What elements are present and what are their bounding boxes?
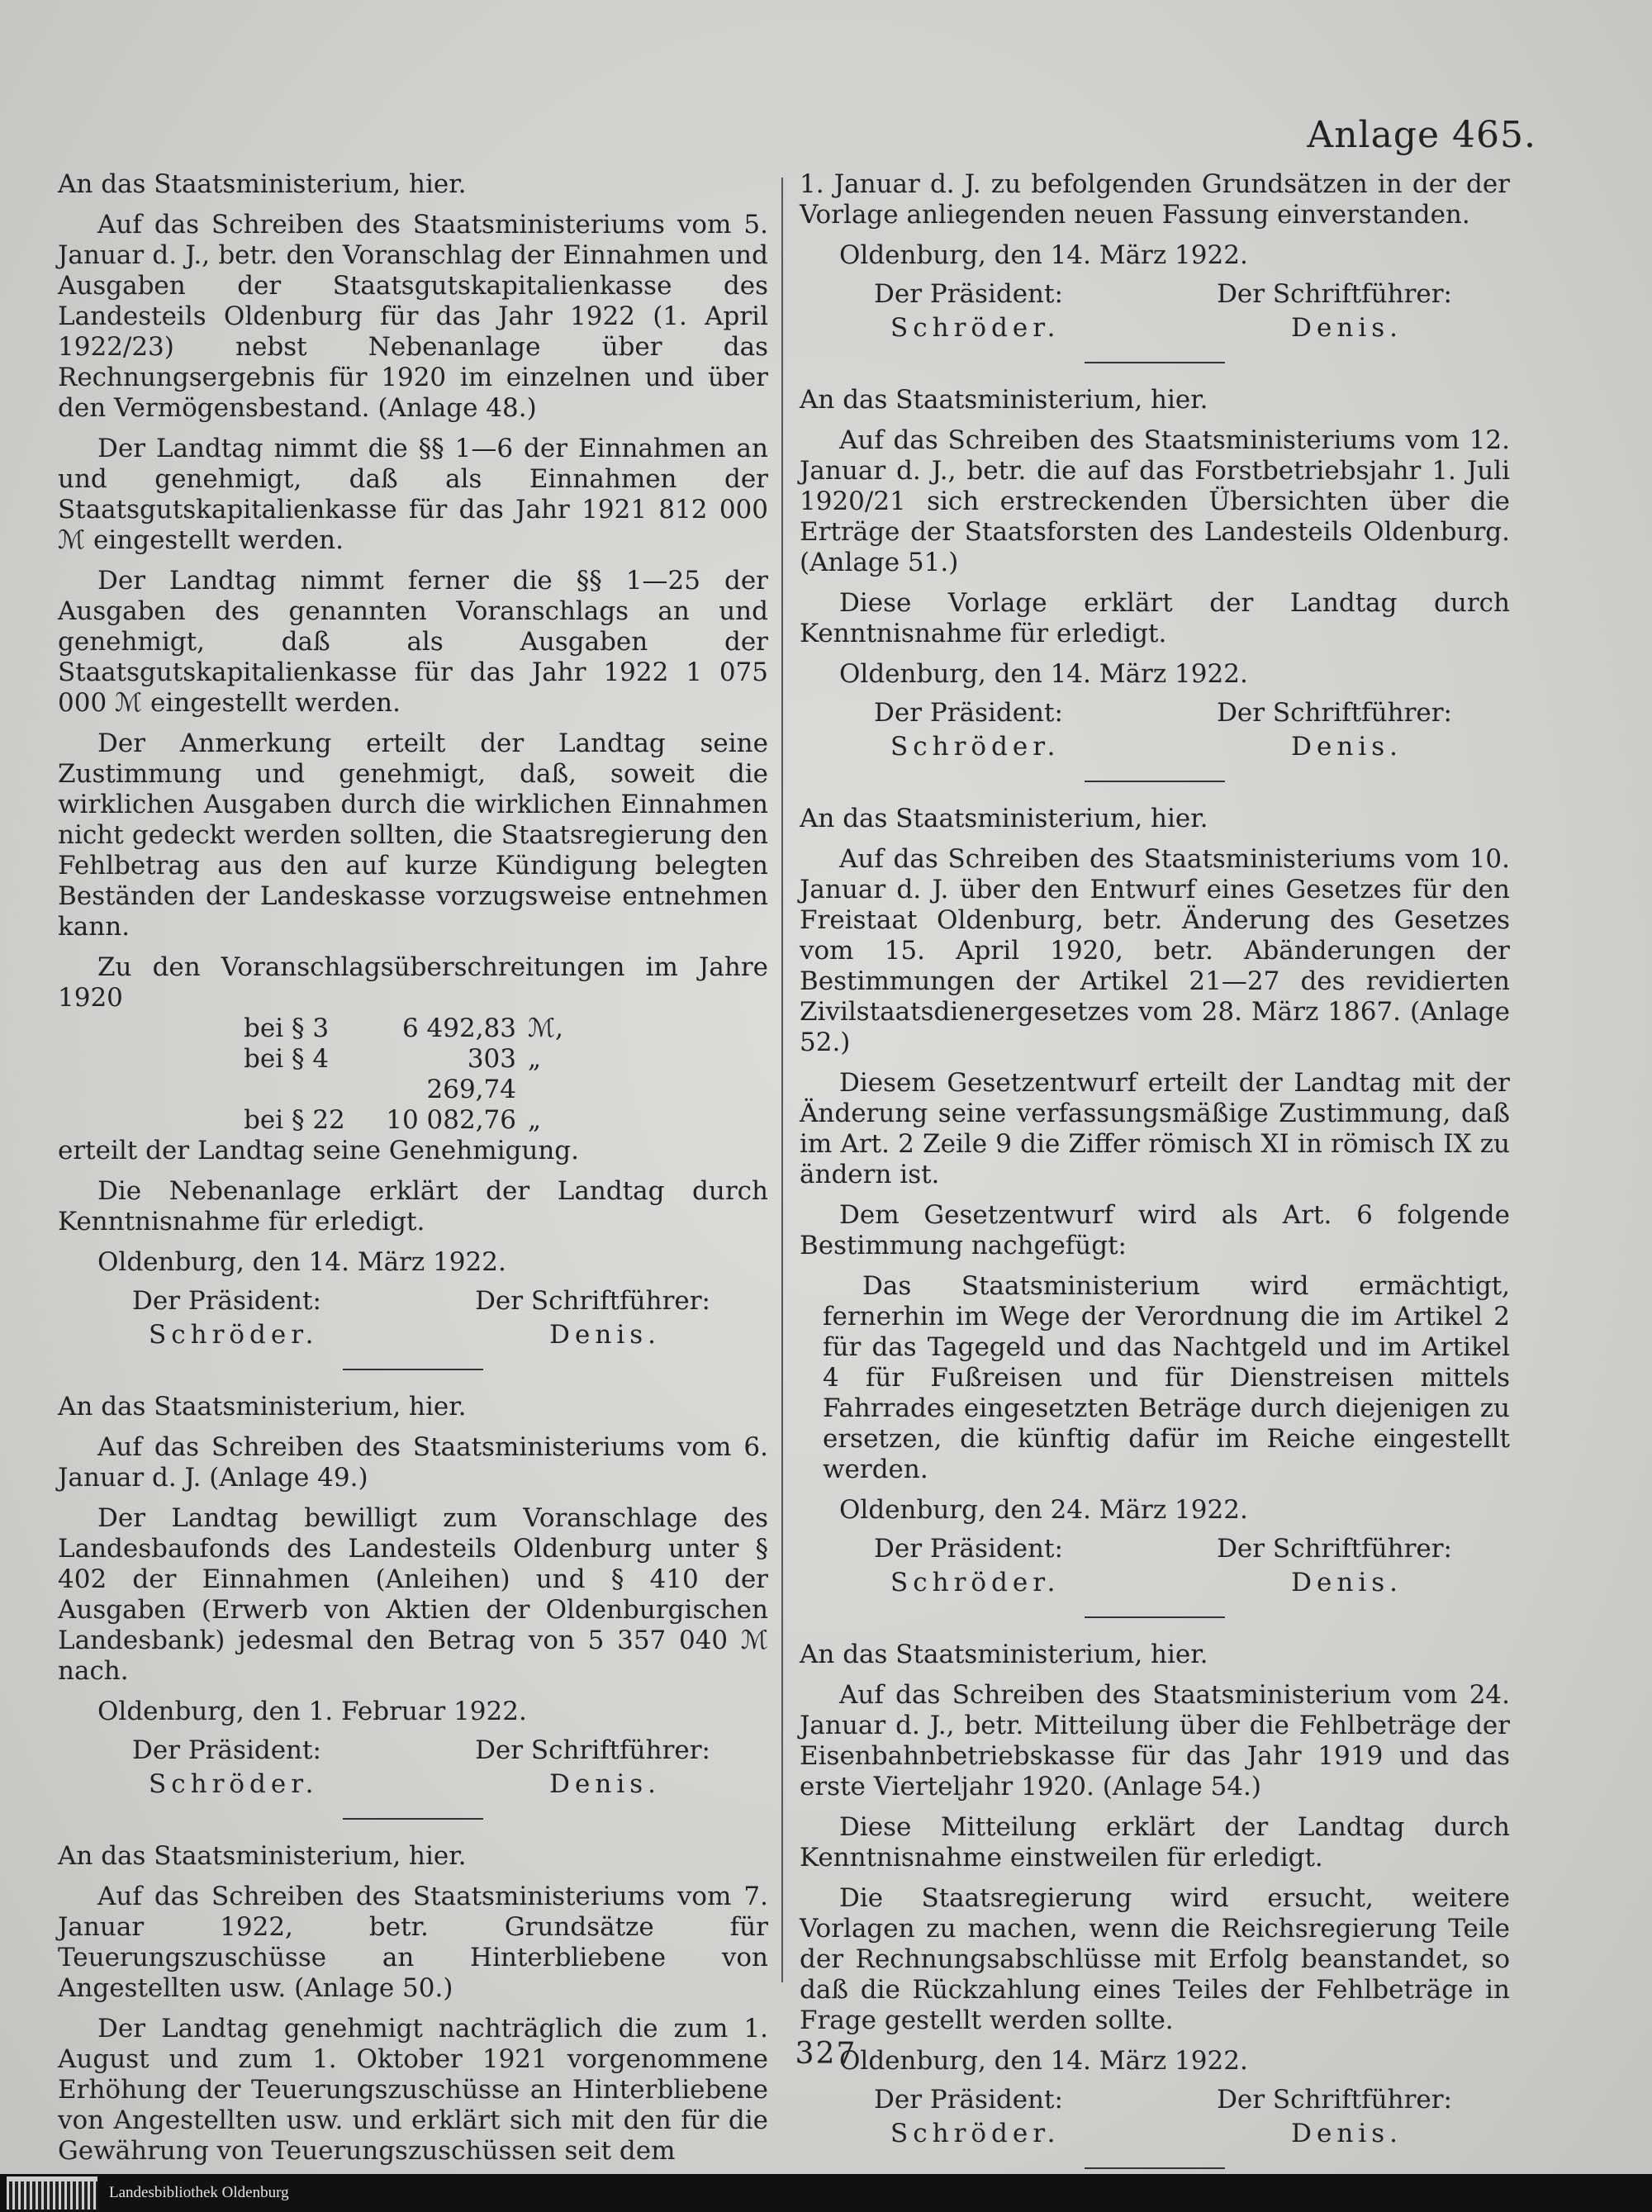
president-title: Der Präsident:: [132, 1735, 321, 1765]
paragraph: Der Landtag nimmt ferner die §§ 1—25 der Ausgaben des genannten Voranschlags an und genehmigt, daß als Ausgaben der Staatsgutskapitalienkasse für das Jahr 1922 1 075 000 ℳ eingestellt werden.: [58, 566, 768, 718]
right-column: [800, 169, 1510, 2191]
paragraph: Auf das Schreiben des Staatsministerium vom 24. Januar d. J., betr. Mitteilung über die Fehlbeträge der Eisenbahnbetriebskasse für das Jahr 1919 und das erste Vierteljahr 1920. (Anlage 54.): [800, 1680, 1510, 1801]
overrun-row: [58, 1013, 768, 1044]
secretary-name: Denis.: [1291, 2119, 1403, 2148]
resolution-block-51: [800, 385, 1510, 782]
secretary-title: Der Schriftführer:: [475, 1286, 710, 1316]
library-footer-bar: [0, 2174, 1652, 2212]
overrun-closing: erteilt der Landtag seine Genehmigung.: [58, 1136, 579, 1165]
paragraph: Die Nebenanlage erklärt der Landtag durch Kenntnisnahme für erledigt.: [58, 1176, 768, 1237]
page-header-title: Anlage 465.: [1307, 114, 1536, 156]
overrun-unit: „: [528, 1044, 542, 1074]
signature-names: [800, 1564, 1510, 1598]
overrun-label: bei § 4: [244, 1044, 330, 1074]
section-divider: [343, 1369, 483, 1370]
president-name: Schröder.: [890, 1568, 1061, 1597]
column-divider: [781, 178, 783, 1982]
signature-titles: [800, 698, 1510, 729]
overrun-table: [58, 952, 768, 1166]
resolution-block-48: [58, 169, 768, 1370]
paragraph: Auf das Schreiben des Staatsministeriums vom 7. Januar 1922, betr. Grundsätze für Teuerungszuschüsse an Hinterbliebene von Angestellten usw. (Anlage 50.): [58, 1882, 768, 2003]
overrun-amount: 6 492,83: [401, 1013, 516, 1043]
paragraph: Der Landtag genehmigt nachträglich die zum 1. August und zum 1. Oktober 1921 vorgenommene Erhöhung der Teuerungszuschüsse an Hinterbliebene von Angestellten usw. und erklärt sich mit den für die Gewährung von Teuerungszuschüssen seit dem: [58, 2014, 768, 2166]
signature-titles: [58, 1286, 768, 1317]
page-number: 327: [795, 2037, 857, 2071]
section-divider: [1085, 781, 1225, 782]
president-name: Schröder.: [149, 1769, 319, 1799]
signature-names: [58, 1766, 768, 1800]
overrun-label: bei § 22: [244, 1105, 345, 1135]
paragraph: 1. Januar d. J. zu befolgenden Grundsätzen in der der Vorlage anliegenden neuen Fassung einverstanden.: [800, 169, 1510, 230]
inserted-article-text: Das Staatsministerium wird ermächtigt, fernerhin im Wege der Verordnung die im Artikel 2 für das Tagegeld und das Nachtgeld und im Artikel 4 für Fußreisen und für Dienstreisen mittels Fahrrades eingesetzten Beträge durch diejenigen zu ersetzen, die künftig dafür im Reiche eingestellt werden.: [823, 1271, 1510, 1484]
signature-names: [58, 1317, 768, 1350]
secretary-name: Denis.: [1291, 1568, 1403, 1597]
overrun-intro: Zu den Voranschlagsüberschreitungen im Jahre 1920: [58, 952, 768, 1013]
overrun-amount: 303 269,74: [426, 1044, 516, 1104]
secretary-name: Denis.: [1291, 732, 1403, 762]
secretary-name: Denis.: [549, 1320, 661, 1350]
section-divider: [1085, 2167, 1225, 2169]
paragraph: Auf das Schreiben des Staatsministeriums vom 10. Januar d. J. über den Entwurf eines Gesetzes für den Freistaat Oldenburg, betr. Änderung des Gesetzes vom 15. April 1920, betr. Abänderungen der Bestimmungen der Artikel 21—27 des revidierten Zivilstaatsdienergesetzes vom 28. März 1867. (Anlage 52.): [800, 844, 1510, 1057]
resolution-block-54: [800, 1640, 1510, 2169]
resolution-block-50: [58, 1841, 768, 2167]
president-title: Der Präsident:: [874, 2085, 1063, 2115]
secretary-title: Der Schriftführer:: [1217, 698, 1452, 728]
addressee: An das Staatsministerium, hier.: [800, 804, 1208, 833]
president-name: Schröder.: [890, 2119, 1061, 2148]
left-column: [58, 169, 768, 2176]
overrun-row: [58, 1044, 768, 1105]
signature-titles: [58, 1735, 768, 1766]
president-name: Schröder.: [149, 1320, 319, 1350]
date-line: Oldenburg, den 14. März 1922.: [839, 2046, 1248, 2076]
overrun-unit: „: [528, 1105, 542, 1135]
secretary-title: Der Schriftführer:: [475, 1735, 710, 1765]
paragraph: Der Anmerkung erteilt der Landtag seine Zustimmung und genehmigt, daß, soweit die wirklichen Ausgaben durch die wirklichen Einnahmen nicht gedeckt werden sollten, die Staatsregierung den Fehlbetrag aus den auf kurze Kündigung belegten Beständen der Landeskasse vorzugsweise entnehmen kann.: [58, 729, 768, 942]
paragraph: Der Landtag bewilligt zum Voranschlage des Landesbaufonds des Landesteils Oldenburg unter § 402 der Einnahmen (Anleihen) und § 410 der Ausgaben (Erwerb von Aktien der Oldenburgischen Landesbank) jedesmal den Betrag von 5 357 040 ℳ nach.: [58, 1503, 768, 1686]
paragraph: Auf das Schreiben des Staatsministeriums vom 12. Januar d. J., betr. die auf das Forstbetriebsjahr 1. Juli 1920/21 sich erstreckenden Übersichten über die Erträge der Staatsforsten des Landesteils Oldenburg. (Anlage 51.): [800, 425, 1510, 577]
resolution-block-50-continued: [800, 169, 1510, 363]
section-divider: [1085, 362, 1225, 363]
paragraph: Die Staatsregierung wird ersucht, weitere Vorlagen zu machen, wenn die Reichsregierung Teile der Rechnungsabschlüsse mit Erfolg beanstandet, so daß die Rückzahlung eines Teiles der Fehlbeträge in Frage gestellt werden sollte.: [800, 1883, 1510, 2035]
paragraph: Diese Mitteilung erklärt der Landtag durch Kenntnisnahme einstweilen für erledigt.: [800, 1812, 1510, 1873]
library-name: Landesbibliothek Oldenburg: [109, 2184, 289, 2201]
date-line: Oldenburg, den 24. März 1922.: [839, 1495, 1248, 1525]
date-line: Oldenburg, den 1. Februar 1922.: [97, 1697, 527, 1726]
paragraph: Der Landtag nimmt die §§ 1—6 der Einnahmen an und genehmigt, daß als Einnahmen der Staatsgutskapitalienkasse für das Jahr 1921 812 000 ℳ eingestellt werden.: [58, 434, 768, 555]
paragraph: Dem Gesetzentwurf wird als Art. 6 folgende Bestimmung nachgefügt:: [800, 1200, 1510, 1260]
signature-names: [800, 2115, 1510, 2149]
president-title: Der Präsident:: [874, 1534, 1063, 1564]
secretary-name: Denis.: [1291, 313, 1403, 343]
resolution-block-49: [58, 1392, 768, 1820]
addressee: An das Staatsministerium, hier.: [58, 1841, 467, 1871]
president-title: Der Präsident:: [132, 1286, 321, 1316]
overrun-unit: ℳ,: [528, 1013, 564, 1043]
secretary-title: Der Schriftführer:: [1217, 279, 1452, 309]
president-name: Schröder.: [890, 313, 1061, 343]
paragraph: Diese Vorlage erklärt der Landtag durch Kenntnisnahme für erledigt.: [800, 588, 1510, 648]
addressee: An das Staatsministerium, hier.: [800, 385, 1208, 415]
section-divider: [1085, 1616, 1225, 1618]
signature-names: [800, 310, 1510, 344]
paragraph: Diesem Gesetzentwurf erteilt der Landtag mit der Änderung seine verfassungsmäßige Zustimmung, daß im Art. 2 Zeile 9 die Ziffer römisch XI in römisch IX zu ändern ist.: [800, 1068, 1510, 1189]
overrun-label: bei § 3: [244, 1013, 330, 1043]
paragraph: Auf das Schreiben des Staatsministeriums vom 5. Januar d. J., betr. den Voranschlag der Einnahmen und Ausgaben der Staatsgutskapitalienkasse des Landesteils Oldenburg für das Jahr 1922 (1. April 1922/23) nebst Nebenanlage über das Rechnungsergebnis für 1920 im einzelnen und über den Vermögensbestand. (Anlage 48.): [58, 210, 768, 423]
date-line: Oldenburg, den 14. März 1922.: [839, 240, 1248, 270]
addressee: An das Staatsministerium, hier.: [58, 1392, 467, 1422]
library-building-icon: [7, 2176, 97, 2210]
secretary-title: Der Schriftführer:: [1217, 2085, 1452, 2115]
signature-titles: [800, 2085, 1510, 2115]
overrun-amount: 10 082,76: [386, 1105, 516, 1135]
addressee: An das Staatsministerium, hier.: [800, 1640, 1208, 1669]
date-line: Oldenburg, den 14. März 1922.: [839, 659, 1248, 689]
addressee: An das Staatsministerium, hier.: [58, 169, 467, 199]
paragraph: Auf das Schreiben des Staatsministeriums vom 6. Januar d. J. (Anlage 49.): [58, 1432, 768, 1493]
signature-names: [800, 729, 1510, 762]
president-title: Der Präsident:: [874, 279, 1063, 309]
resolution-block-52: [800, 804, 1510, 1618]
secretary-title: Der Schriftführer:: [1217, 1534, 1452, 1564]
date-line: Oldenburg, den 14. März 1922.: [97, 1247, 506, 1277]
section-divider: [343, 1818, 483, 1820]
president-title: Der Präsident:: [874, 698, 1063, 728]
signature-titles: [800, 279, 1510, 310]
president-name: Schröder.: [890, 732, 1061, 762]
signature-titles: [800, 1534, 1510, 1564]
overrun-row: [58, 1105, 768, 1136]
secretary-name: Denis.: [549, 1769, 661, 1799]
